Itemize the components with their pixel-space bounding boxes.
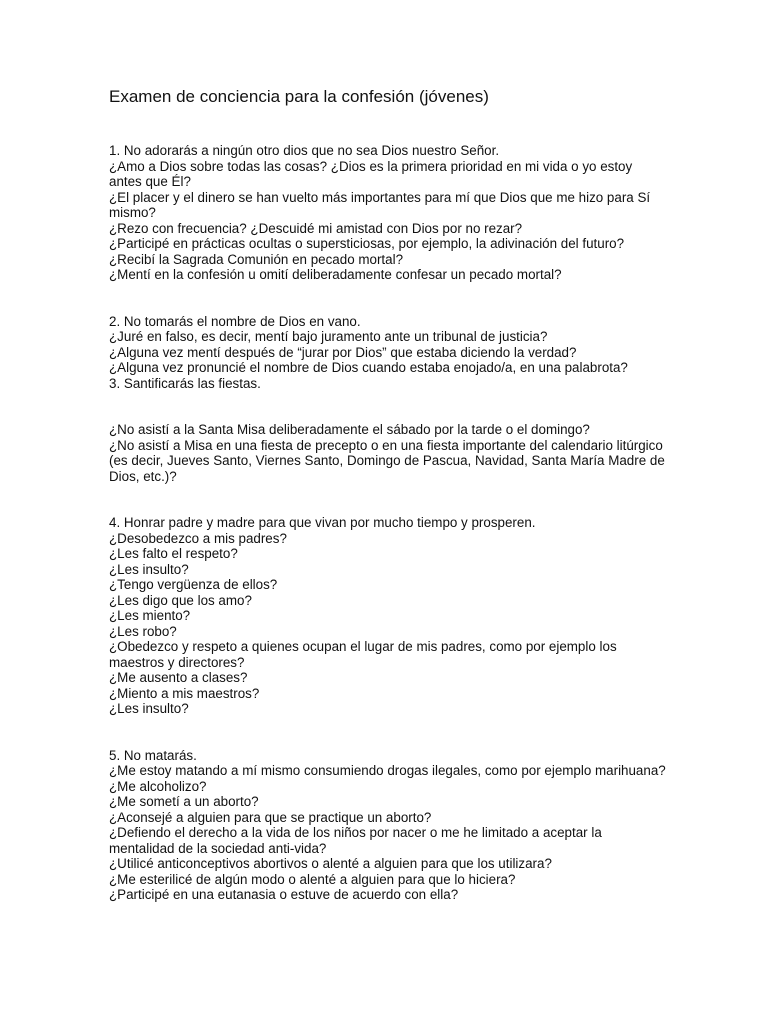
section-gap (109, 283, 668, 314)
section-2 (109, 314, 668, 392)
document-body (109, 143, 668, 903)
section-line: 5. No matarás. (109, 747, 197, 763)
section-line: ¿Me alcoholizo? (109, 778, 207, 794)
section-line: ¿No asistí a la Santa Misa deliberadamente el sábado por la tarde o el domingo? (109, 422, 590, 437)
section-3 (109, 422, 668, 484)
section-line: 1. No adorarás a ningún otro dios que no sea Dios nuestro Señor. (109, 143, 500, 158)
section-line: 2. No tomarás el nombre de Dios en vano. (109, 313, 361, 329)
section-line: 4. Honrar padre y madre para que vivan por mucho tiempo y prosperen. (109, 515, 536, 530)
section-line: ¿Recibí la Sagrada Comunión en pecado mortal? (109, 251, 404, 267)
section-line: ¿Me sometí a un aborto? (109, 794, 259, 809)
section-line: ¿Aconsejé a alguien para que se practique un aborto? (109, 809, 432, 825)
section-line: ¿Amo a Dios sobre todas las cosas? ¿Dios es la primera prioridad en mi vida o yo estoy antes que Él? (109, 158, 633, 189)
section-line: ¿Desobedezco a mis padres? (109, 530, 287, 546)
section-gap (109, 484, 668, 515)
section-line: ¿Obedezco y respeto a quienes ocupan el lugar de mis padres, como por ejemplo los maestros y directores? (109, 639, 617, 670)
section-line: 3. Santificarás las fiestas. (109, 375, 261, 391)
section-line: ¿Utilicé anticonceptivos abortivos o alenté a alguien para que los utilizara? (109, 856, 552, 871)
section-line: ¿Juré en falso, es decir, mentí bajo juramento ante un tribunal de justicia? (109, 329, 548, 344)
section-line: ¿Les insulto? (109, 561, 189, 577)
section-line: ¿Miento a mis maestros? (109, 685, 260, 701)
section-line: ¿Mentí en la confesión u omití deliberadamente confesar un pecado mortal? (109, 267, 562, 282)
section-line: ¿Me esterilicé de algún modo o alenté a alguien para que lo hiciera? (109, 871, 516, 887)
section-line: ¿Les digo que los amo? (109, 592, 252, 608)
section-5 (109, 748, 668, 903)
section-gap (109, 391, 668, 422)
section-line: ¿Defiendo el derecho a la vida de los niños por nacer o me he limitado a aceptar la mentalidad de la sociedad anti-vida? (109, 825, 602, 856)
section-gap (109, 717, 668, 748)
section-line: ¿Les insulto? (109, 701, 189, 716)
section-line: ¿Me estoy matando a mí mismo consumiendo drogas ilegales, como por ejemplo marihuana? (109, 763, 666, 778)
section-line: ¿Les robo? (109, 623, 177, 639)
section-line: ¿No asistí a Misa en una fiesta de precepto o en una fiesta importante del calendario litúrgico (es decir, Jueves Santo, Viernes Santo, Domingo de Pascua, Navidad, Santa María Madre de Dios, etc.)? (109, 437, 665, 484)
section-line: ¿Les falto el respeto? (109, 546, 238, 561)
section-1 (109, 143, 668, 283)
section-line: ¿Me ausento a clases? (109, 670, 248, 685)
section-line: ¿Alguna vez pronuncié el nombre de Dios cuando estaba enojado/a, en una palabrota? (109, 360, 628, 375)
section-line: ¿Tengo vergüenza de ellos? (109, 577, 278, 592)
section-4 (109, 515, 668, 717)
section-line: ¿Participé en una eutanasia o estuve de acuerdo con ella? (109, 887, 459, 902)
section-line: ¿Participé en prácticas ocultas o supersticiosas, por ejemplo, la adivinación del futuro? (109, 236, 625, 251)
document-title: Examen de conciencia para la confesión (jóvenes) (109, 87, 489, 106)
section-line: ¿El placer y el dinero se han vuelto más importantes para mí que Dios que me hizo para Sí mismo? (109, 189, 651, 220)
section-line: ¿Les miento? (109, 608, 191, 623)
section-line: ¿Rezo con frecuencia? ¿Descuidé mi amistad con Dios por no rezar? (109, 220, 523, 236)
section-line: ¿Alguna vez mentí después de “jurar por Dios” que estaba diciendo la verdad? (109, 344, 577, 360)
